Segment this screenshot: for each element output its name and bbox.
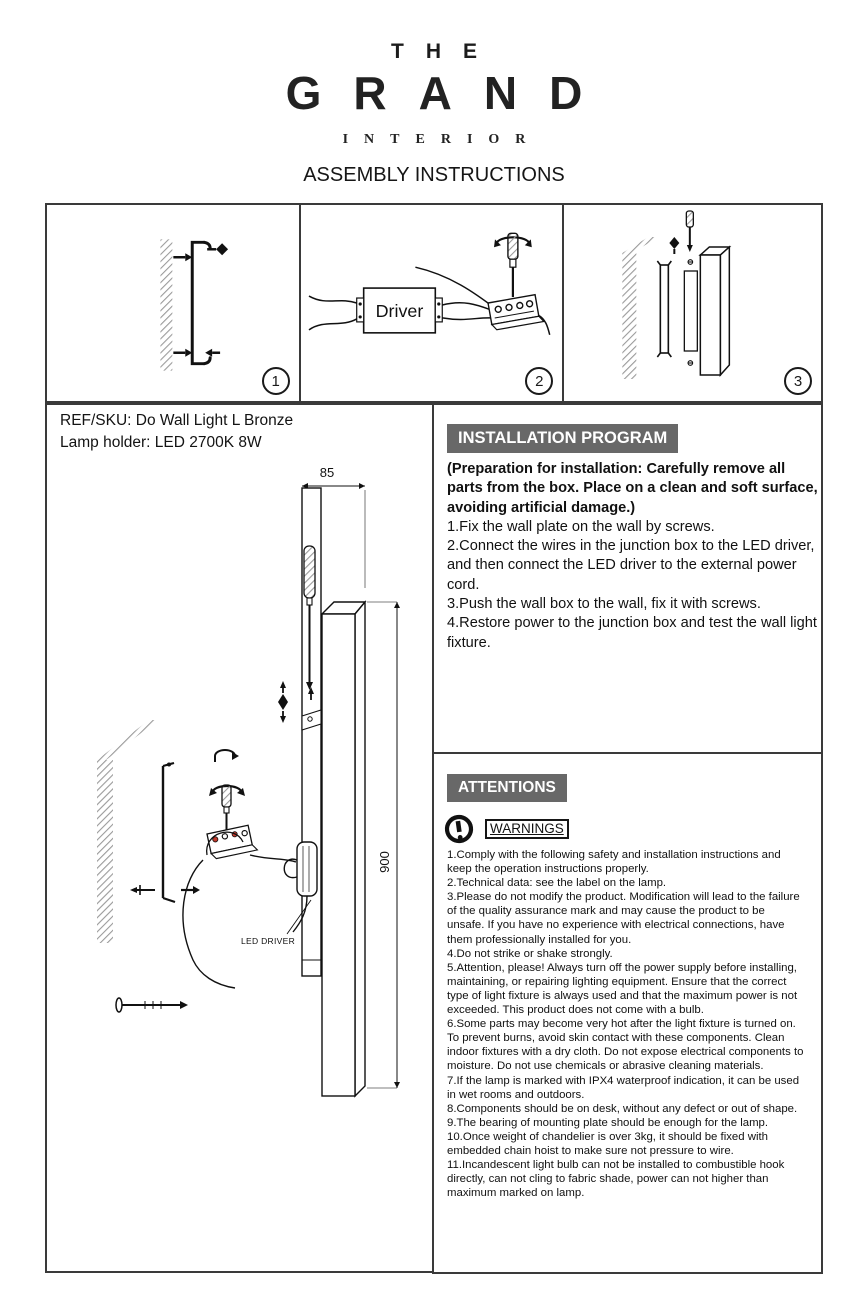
brand-the: THE [391, 40, 499, 63]
panel-step-3 [564, 205, 821, 401]
installation-step: 2.Connect the wires in the junction box to the LED driver, and then connect the LED driver to the external power cord. [447, 538, 815, 593]
product-lamp-holder: Lamp holder: LED 2700K 8W [60, 434, 262, 451]
rotate-arrow-icon [215, 750, 239, 762]
led-driver-label: LED DRIVER [241, 936, 296, 946]
dimensioned-assembly-diagram [45, 460, 433, 1270]
junction-box-group [207, 785, 257, 859]
wires [183, 855, 307, 988]
warning-icon [443, 813, 475, 845]
wall-hatch [160, 239, 172, 370]
warnings-row [443, 813, 569, 845]
installation-header-bar: INSTALLATION PROGRAM [447, 424, 678, 453]
wall-plate-fixing-diagram [47, 205, 299, 401]
warning-item: 7.If the lamp is marked with IPX4 waterproof indication, it can be used in wet rooms and outdoors. [447, 1074, 800, 1101]
junction-terminal-block [488, 294, 544, 330]
panel-step-2 [301, 205, 565, 401]
small-wall-plate [163, 763, 175, 903]
attentions-header-bar: ATTENTIONS [447, 774, 567, 802]
warning-item: 4.Do not strike or shake strongly. [447, 947, 613, 960]
brand-interior: INTERIOR [342, 132, 542, 147]
step-number-badge: 2 [525, 367, 553, 395]
lamp-body [322, 602, 365, 1096]
installation-step: 1.Fix the wall plate on the wall by screws. [447, 518, 715, 535]
screw-icon [130, 885, 155, 895]
wall-hatch [97, 720, 158, 943]
step-number-badge: 3 [784, 367, 812, 395]
warning-item: 1.Comply with the following safety and installation instructions and keep the operation instructions properly. [447, 849, 781, 876]
warning-item: 11.Incandescent light bulb can not be installed to combustible hook directly, can not cling to fabric shade, power can not higher than maximum marked on lamp. [447, 1159, 785, 1200]
height-dim-label: 900 [377, 851, 392, 873]
driver-wiring-diagram [301, 205, 563, 401]
mounting-back-plate [685, 271, 698, 351]
installation-step: 4.Restore power to the junction box and test the wall light fixture. [447, 615, 817, 651]
installation-step: 3.Push the wall box to the wall, fix it with screws. [447, 596, 761, 613]
product-ref-sku: REF/SKU: Do Wall Light L Bronze [60, 412, 294, 429]
arrow-icon [181, 886, 200, 894]
wall-plate [192, 242, 204, 363]
warning-item: 9.The bearing of mounting plate should be enough for the lamp. [447, 1116, 769, 1129]
step-number-badge: 1 [262, 367, 290, 395]
screw-icon [670, 237, 680, 254]
installation-body [447, 460, 819, 653]
height-dimension [367, 602, 400, 1088]
arrow-icon [205, 349, 220, 357]
warning-item: 5.Attention, please! Always turn off the power supply before installing, maintaining, or repairing lighting equipment. Ensure that the correct type of light fixture is always used and that the maximum power is not exceeded. This product does not come with a bulb. [447, 961, 798, 1017]
warning-item: 10.Once weight of chandelier is over 3kg, it should be fixed with embedded chain hoist to make sure not pressure to wire. [447, 1130, 769, 1157]
screwdriver-icon [494, 233, 532, 297]
width-dim-label: 85 [319, 465, 335, 480]
step-panels-row [45, 203, 823, 403]
wall-hatch [623, 253, 637, 379]
arrow-icon [173, 253, 192, 261]
product-info [60, 410, 293, 454]
warning-item: 3.Please do not modify the product. Modification will lead to the failure of the quality assurance mark and may cause the product to be unsafe. If you have no experience with electrical connections, have them professionally installed for you. [447, 891, 800, 946]
warning-item: 8.Components should be on desk, without any defect or out of shape. [447, 1102, 798, 1115]
warnings-list [447, 848, 805, 1200]
wall-box-mounting-diagram [564, 205, 821, 401]
screw-icon [278, 681, 288, 723]
installation-preparation: (Preparation for installation: Carefully remove all parts from the box. Place on a clean and soft surface, avoiding artificial damage.) [447, 461, 818, 516]
warning-item: 6.Some parts may become very hot after the light fixture is turned on. To prevent burns, avoid skin contact with these components. Clean indoor fixtures with a dry cloth. Do not expose electrical components to moisture. Do not use chemicals or abrasive cleaning materials. [447, 1018, 804, 1073]
brand-grand: GRAND [285, 67, 615, 119]
installation-steps [447, 518, 819, 653]
warning-item: 2.Technical data: see the label on the lamp. [447, 877, 667, 890]
wall-plate [658, 261, 672, 357]
arrow-icon [173, 349, 192, 357]
lamp-body [701, 247, 730, 375]
driver-box-label: Driver [375, 300, 424, 321]
page-title: ASSEMBLY INSTRUCTIONS [303, 164, 565, 186]
warnings-label: WARNINGS [485, 819, 569, 839]
long-screw [116, 998, 188, 1012]
screwdriver-icon [687, 211, 694, 252]
panel-step-1 [47, 205, 301, 401]
